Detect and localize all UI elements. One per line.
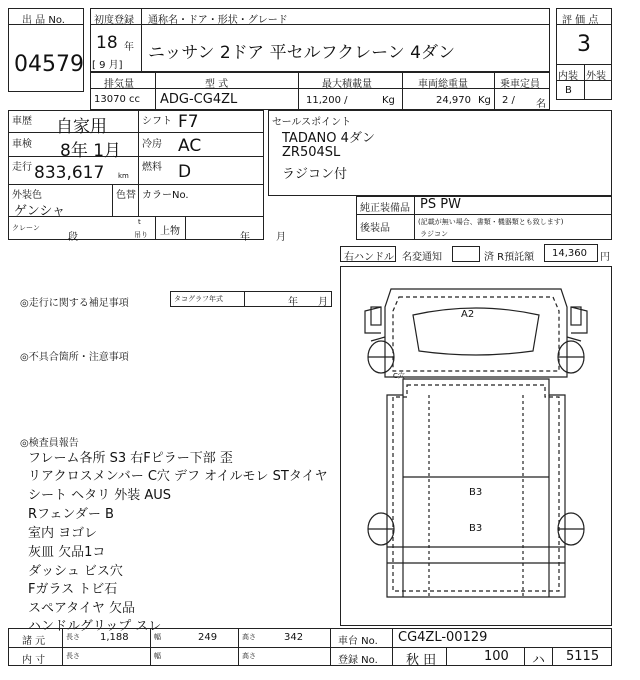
mileage-label: 走行 (12, 162, 32, 173)
registration-class: 100 (484, 649, 509, 664)
gross-weight-value: 24,970 (436, 95, 471, 106)
name-change-label: 名変通知 (402, 252, 442, 263)
reg-month: [ 9 月] (92, 60, 123, 71)
inspector-report-label: ◎検査員報告 (20, 438, 79, 449)
color-no-label: カラーNo. (142, 190, 189, 201)
tacho-label: タコグラフ年式 (174, 295, 223, 303)
width-value: 249 (198, 632, 218, 643)
interior-length-label: 長さ (66, 652, 80, 660)
crane-hang: 吊り (134, 231, 148, 239)
equipment-label: 純正装備品 (360, 203, 410, 214)
width-label: 幅 (154, 633, 161, 641)
capacity-unit: 名 (536, 99, 546, 110)
first-reg-label: 初度登録 (94, 15, 134, 26)
interior-grade-value: B (565, 85, 572, 96)
capacity-label: 乗車定員 (500, 79, 540, 90)
inspection-value: 8年 1月 (60, 141, 122, 161)
damage-mark: C穴 (393, 372, 405, 380)
inspector-line: ダッシュ ビス穴 (28, 564, 123, 579)
fuel-label: 燃料 (142, 162, 162, 173)
model-value: ADG-CG4ZL (160, 92, 238, 107)
mileage-value: 833,617 (34, 163, 105, 183)
inspector-line: 灰皿 欠品1コ (28, 545, 106, 560)
exterior-color-label: 外装色 (12, 190, 42, 201)
height-label: 高さ (242, 633, 256, 641)
lot-number: 04579 (14, 52, 84, 77)
exterior-color-value: ゲンシャ (14, 204, 66, 219)
reg-year: 18 (96, 33, 118, 53)
lot-label: 出 品 No. (22, 15, 65, 26)
exterior-grade-label: 外装 (586, 71, 606, 82)
inspection-label: 車検 (12, 139, 32, 150)
aftermarket-note: (記載が無い場合、書類・機器類とも致します) (418, 218, 564, 226)
inspector-line: 室内 ヨゴレ (28, 526, 98, 541)
upper-year: 年 (240, 232, 250, 243)
interior-dims-label: 内 寸 (22, 655, 46, 666)
car-name: ニッサン 2ドア 平セルフクレーン 4ダン (148, 43, 456, 63)
aftermarket-value: ラジコン (420, 230, 448, 238)
recycle-label: 済 R預託額 (484, 252, 535, 263)
history-value: 自家用 (56, 117, 107, 137)
length-value: 1,188 (100, 632, 129, 643)
defects-label: ◎不具合箇所・注意事項 (20, 352, 129, 363)
chassis-value: CG4ZL-00129 (398, 630, 488, 645)
shift-value: F7 (178, 112, 199, 132)
sales-point-3: ラジコン付 (282, 167, 348, 182)
damage-mark: B3 (469, 487, 483, 498)
recycle-value: 14,360 (552, 248, 587, 259)
payload-value: 11,200 / (306, 95, 348, 106)
gross-weight-label: 車両総重量 (418, 79, 468, 90)
height-value: 342 (284, 632, 304, 643)
sales-points-label: セールスポイント (272, 117, 352, 128)
inspector-line: フレーム各所 S3 右Fピラー下部 歪 (28, 451, 233, 466)
driving-notes-label: ◎走行に関する補足事項 (20, 298, 129, 309)
upper-month: 月 (276, 232, 286, 243)
ac-value: AC (178, 136, 202, 156)
car-name-label: 通称名・ドア・形状・グレード (148, 15, 288, 26)
crane-label: クレーン (12, 224, 40, 232)
gross-weight-unit: Kg (478, 95, 491, 106)
name-change-box (452, 246, 480, 262)
interior-height-label: 高さ (242, 652, 256, 660)
interior-width-label: 幅 (154, 652, 161, 660)
registration-region: 秋 田 (406, 653, 437, 668)
recycle-unit: 円 (600, 252, 610, 263)
displacement-label: 排気量 (104, 79, 134, 90)
crane-t: t (138, 218, 141, 226)
specs-dims-label: 諸 元 (22, 636, 46, 647)
reg-year-unit: 年 (124, 42, 134, 53)
vehicle-diagram (340, 266, 612, 626)
tacho-year: 年 (288, 297, 298, 308)
inspector-line: Rフェンダー B (28, 507, 114, 522)
history-label: 車歴 (12, 116, 32, 127)
mileage-unit: km (118, 172, 129, 180)
capacity-value: 2 / (502, 95, 515, 106)
crane-stage: 段 (68, 232, 78, 243)
fuel-value: D (178, 162, 192, 182)
equipment-value: PS PW (420, 197, 461, 212)
displacement-value: 13070 cc (94, 94, 140, 105)
registration-number: 5115 (566, 649, 600, 664)
payload-label: 最大積載量 (322, 79, 372, 90)
interior-grade-label: 内装 (558, 71, 578, 82)
inspector-line: リアクロスメンバー C穴 デフ オイルモレ STタイヤ (28, 469, 328, 484)
chassis-label: 車台 No. (338, 636, 378, 647)
registration-label: 登録 No. (338, 655, 378, 666)
sales-point-1: TADANO 4ダン (282, 131, 375, 146)
damage-mark: B3 (469, 523, 483, 534)
damage-mark: A2 (461, 309, 475, 320)
truck-outline-icon (341, 267, 611, 625)
aftermarket-label: 後装品 (360, 223, 390, 234)
model-label: 型 式 (205, 79, 229, 90)
inspector-line: ハンドルグリップ スレ (28, 619, 162, 634)
upper-label: 上物 (160, 226, 180, 237)
registration-kana: ハ (532, 653, 546, 668)
handle-value: 右ハンドル (344, 252, 394, 263)
ac-label: 冷房 (142, 139, 162, 150)
grade-value: 3 (577, 32, 591, 57)
inspector-line: スペアタイヤ 欠品 (28, 601, 135, 616)
inspector-line: シート ヘタリ 外装 AUS (28, 488, 172, 503)
grade-label: 評 価 点 (562, 15, 599, 26)
inspector-line: Fガラス トビ石 (28, 582, 118, 597)
tacho-month: 月 (318, 297, 328, 308)
shift-label: シフト (142, 116, 172, 127)
sales-point-2: ZR504SL (282, 145, 341, 160)
color-change-label: 色替 (116, 190, 136, 201)
length-label: 長さ (66, 633, 80, 641)
payload-unit: Kg (382, 95, 395, 106)
